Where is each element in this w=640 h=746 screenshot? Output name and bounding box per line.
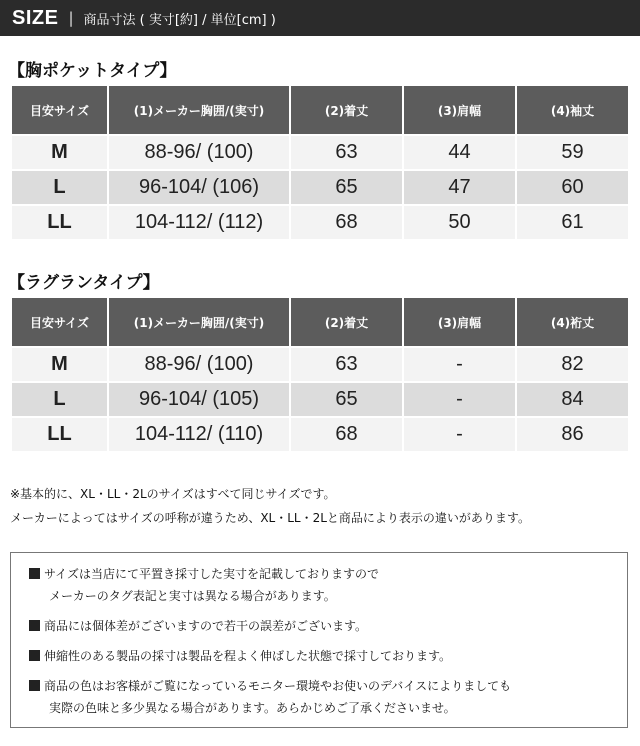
size-table-chest-pocket	[10, 84, 630, 241]
cell-length: 63	[291, 348, 402, 381]
header-separator: |	[68, 9, 74, 27]
cell-length: 63	[291, 136, 402, 169]
col-header-shoulder: (3)肩幅	[404, 86, 515, 134]
cell-chest: 88-96/ (100)	[109, 136, 289, 169]
cell-shoulder: 47	[404, 171, 515, 204]
col-header-length: (2)着丈	[291, 86, 402, 134]
cell-length: 65	[291, 171, 402, 204]
cell-shoulder: -	[404, 418, 515, 451]
table1-title: 【胸ポケットタイプ】	[8, 61, 177, 81]
col-header-chest: (1)メーカー胸囲/(実寸)	[109, 298, 289, 346]
cell-shoulder: -	[404, 383, 515, 416]
cell-length: 65	[291, 383, 402, 416]
cell-shoulder: -	[404, 348, 515, 381]
col-header-size: 目安サイズ	[12, 86, 107, 134]
col-header-sleeve: (4)袖丈	[517, 86, 628, 134]
cell-chest: 96-104/ (105)	[109, 383, 289, 416]
cell-size: LL	[12, 206, 107, 239]
cell-shoulder: 44	[404, 136, 515, 169]
disclaimer-item: 商品には個体差がございますので若干の誤差がございます。	[29, 615, 627, 637]
table-row	[12, 348, 628, 381]
cell-size: M	[12, 348, 107, 381]
cell-size: L	[12, 383, 107, 416]
cell-yuki: 86	[517, 418, 628, 451]
table-row	[12, 206, 628, 239]
col-header-size: 目安サイズ	[12, 298, 107, 346]
cell-chest: 96-104/ (106)	[109, 171, 289, 204]
table-row	[12, 383, 628, 416]
col-header-length: (2)着丈	[291, 298, 402, 346]
cell-size: L	[12, 171, 107, 204]
cell-yuki: 84	[517, 383, 628, 416]
cell-size: LL	[12, 418, 107, 451]
table2-title: 【ラグランタイプ】	[8, 273, 160, 293]
cell-sleeve: 60	[517, 171, 628, 204]
cell-length: 68	[291, 418, 402, 451]
size-table-raglan	[10, 296, 630, 453]
disclaimer-item: 伸縮性のある製品の採寸は製品を程よく伸ばした状態で採寸しております。	[29, 645, 627, 667]
cell-shoulder: 50	[404, 206, 515, 239]
table-row	[12, 171, 628, 204]
cell-chest: 88-96/ (100)	[109, 348, 289, 381]
table-header-row	[12, 86, 628, 134]
header-subtitle: 商品寸法 ( 実寸[約] / 単位[cm] )	[83, 12, 276, 28]
cell-length: 68	[291, 206, 402, 239]
note-line: メーカーによってはサイズの呼称が違うため、XL・LL・2Lと商品により表示の違いがあります。	[10, 511, 530, 525]
cell-sleeve: 61	[517, 206, 628, 239]
col-header-yuki: (4)裄丈	[517, 298, 628, 346]
cell-yuki: 82	[517, 348, 628, 381]
square-bullet-icon	[29, 650, 40, 661]
table-row	[12, 136, 628, 169]
size-heading: SIZE	[12, 6, 59, 29]
disclaimer-item: サイズは当店にて平置き採寸した実寸を記載しておりますので メーカーのタグ表記と実寸は異なる場合があります。	[29, 563, 627, 607]
cell-chest: 104-112/ (110)	[109, 418, 289, 451]
square-bullet-icon	[29, 620, 40, 631]
square-bullet-icon	[29, 568, 40, 579]
size-notes	[10, 482, 630, 530]
size-header	[0, 0, 640, 36]
table-row	[12, 418, 628, 451]
col-header-shoulder: (3)肩幅	[404, 298, 515, 346]
col-header-chest: (1)メーカー胸囲/(実寸)	[109, 86, 289, 134]
disclaimer-item: 商品の色はお客様がご覧になっているモニター環境やお使いのデバイスによりましても 実際の色味と多少異なる場合があります。あらかじめご了承くださいませ。	[29, 675, 627, 719]
table-header-row	[12, 298, 628, 346]
disclaimer-box	[10, 552, 628, 728]
cell-size: M	[12, 136, 107, 169]
cell-chest: 104-112/ (112)	[109, 206, 289, 239]
note-line: ※基本的に、XL・LL・2Lのサイズはすべて同じサイズです。	[10, 487, 336, 501]
square-bullet-icon	[29, 680, 40, 691]
cell-sleeve: 59	[517, 136, 628, 169]
